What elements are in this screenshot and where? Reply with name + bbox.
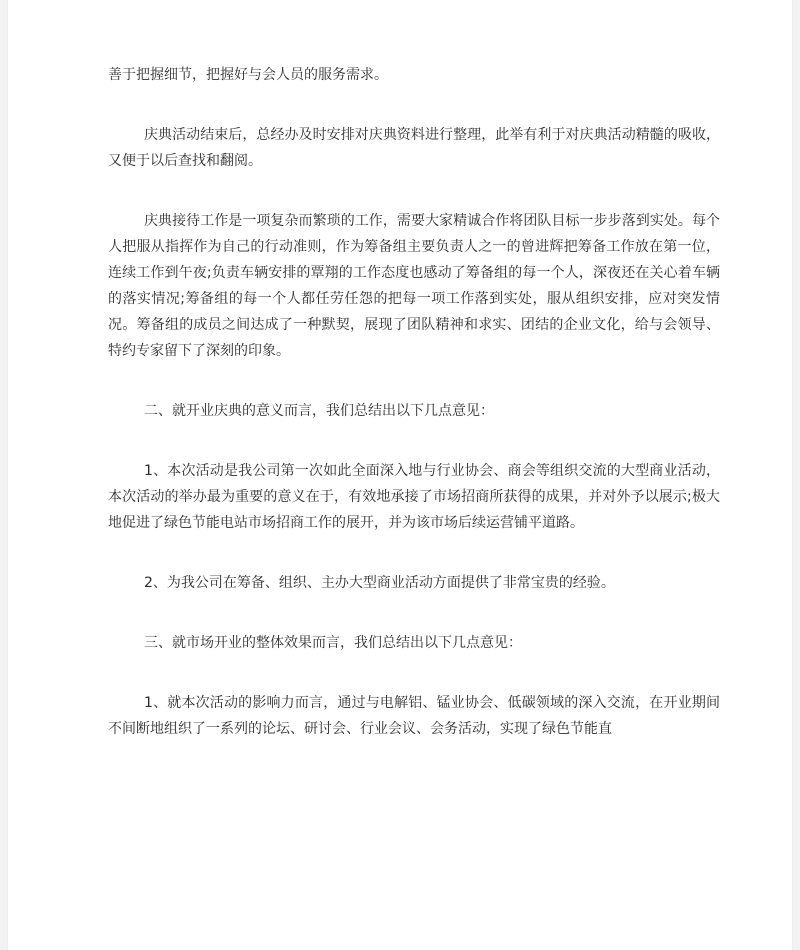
paragraph-1: 善于把握细节，把握好与会人员的服务需求。 <box>108 67 388 83</box>
document-page <box>8 0 792 950</box>
section-heading-2: 二、就开业庆典的意义而言，我们总结出以下几点意见： <box>144 403 494 419</box>
paragraph-item-3-1: 1、就本次活动的影响力而言，通过与电解铝、锰业协会、低碳领域的深入交流，在开业期间不间断地组织了一系列的论坛、研讨会、行业会议、会务活动，实现了绿色节能直 <box>108 695 720 737</box>
paragraph-item-2-2: 2、为我公司在筹备、组织、主办大型商业活动方面提供了非常宝贵的经验。 <box>144 575 615 591</box>
document-body <box>108 62 720 776</box>
paragraph-item-2-1: 1、本次活动是我公司第一次如此全面深入地与行业协会、商会等组织交流的大型商业活动，本次活动的举办最为重要的意义在于，有效地承接了市场招商所获得的成果，并对外予以展示;极大地促进了绿色节能电站市场招商工作的展开，并为该市场后续运营铺平道路。 <box>108 463 720 531</box>
section-heading-3: 三、就市场开业的整体效果而言，我们总结出以下几点意见： <box>144 635 522 651</box>
paragraph-3: 庆典接待工作是一项复杂而繁琐的工作，需要大家精诚合作将团队目标一步步落到实处。每个人把服从指挥作为自己的行动准则，作为筹备组主要负责人之一的曾进辉把筹备工作放在第一位，连续工作到午夜;负责车辆安排的覃翔的工作态度也感动了筹备组的每一个人，深夜还在关心着车辆的落实情况;筹备组的每一个人都任劳任怨的把每一项工作落到实处，服从组织安排，应对突发情况。筹备组的成员之间达成了一种默契，展现了团队精神和求实、团结的企业文化，给与会领导、特约专家留下了深刻的印象。 <box>108 213 720 359</box>
paragraph-2: 庆典活动结束后，总经办及时安排对庆典资料进行整理，此举有利于对庆典活动精髓的吸收，又便于以后查找和翻阅。 <box>108 127 720 169</box>
